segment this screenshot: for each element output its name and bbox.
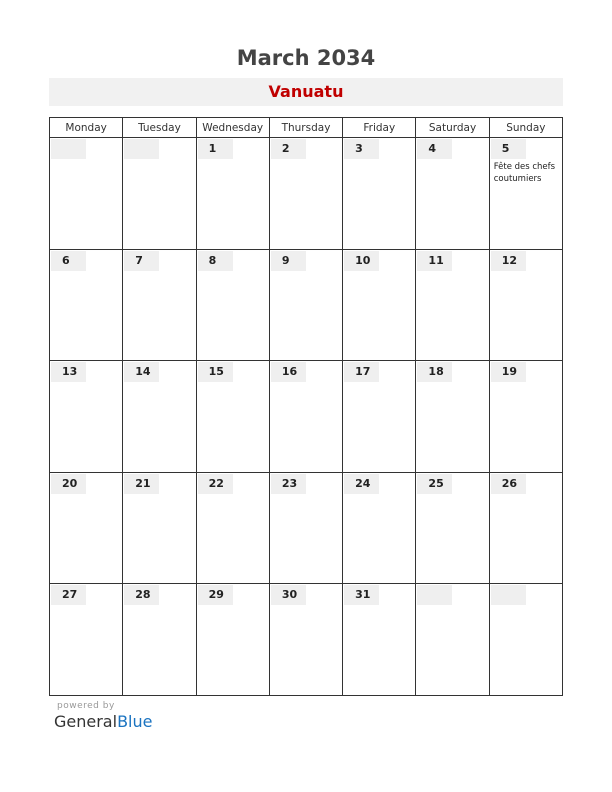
- day-number: 11: [417, 251, 452, 271]
- day-cell: [270, 250, 343, 362]
- day-cell: [416, 138, 489, 250]
- weekday-header: Monday: [50, 118, 123, 138]
- brand-blue: Blue: [117, 712, 153, 731]
- weekday-header: Wednesday: [197, 118, 270, 138]
- page-title: March 2034: [236, 46, 376, 70]
- day-number: 16: [271, 362, 306, 382]
- holiday-label: Fête des chefs coutumiers: [493, 162, 556, 184]
- brand-general: General: [54, 712, 118, 731]
- day-number: 23: [271, 474, 306, 494]
- day-cell: [343, 473, 416, 585]
- calendar-grid: [49, 117, 563, 696]
- day-cell: [123, 361, 196, 473]
- day-cell: [197, 138, 270, 250]
- day-number: 25: [417, 474, 452, 494]
- day-cell: [270, 584, 343, 696]
- day-number: 26: [491, 474, 526, 494]
- day-number: 2: [271, 139, 306, 159]
- day-number: 15: [198, 362, 233, 382]
- country-name: Vanuatu: [268, 82, 344, 101]
- weekday-header: Tuesday: [123, 118, 196, 138]
- powered-by-label: powered by: [57, 701, 115, 711]
- day-number: 21: [124, 474, 159, 494]
- day-cell: [50, 473, 123, 585]
- day-number: 12: [491, 251, 526, 271]
- empty-day-cell: [123, 138, 196, 250]
- day-number: [124, 139, 159, 159]
- day-cell: [343, 138, 416, 250]
- day-number: 4: [417, 139, 452, 159]
- day-number: [51, 139, 86, 159]
- day-cell: [416, 250, 489, 362]
- empty-day-cell: [416, 584, 489, 696]
- day-number: 19: [491, 362, 526, 382]
- country-banner: [49, 78, 563, 106]
- day-number: 3: [344, 139, 379, 159]
- day-cell: [490, 361, 563, 473]
- day-cell: [490, 138, 563, 250]
- day-number: [417, 585, 452, 605]
- day-cell: [197, 361, 270, 473]
- generalblue-logo[interactable]: [54, 712, 152, 731]
- day-number: 20: [51, 474, 86, 494]
- day-cell: [490, 473, 563, 585]
- day-number: 28: [124, 585, 159, 605]
- day-cell: [123, 250, 196, 362]
- weekday-header: Thursday: [270, 118, 343, 138]
- day-number: 10: [344, 251, 379, 271]
- day-cell: [343, 250, 416, 362]
- day-number: 14: [124, 362, 159, 382]
- day-cell: [343, 584, 416, 696]
- weekday-header: Saturday: [416, 118, 489, 138]
- day-number: 31: [344, 585, 379, 605]
- day-number: 27: [51, 585, 86, 605]
- day-cell: [123, 584, 196, 696]
- day-cell: [270, 473, 343, 585]
- day-number: 8: [198, 251, 233, 271]
- day-number: 7: [124, 251, 159, 271]
- day-cell: [270, 361, 343, 473]
- day-cell: [50, 250, 123, 362]
- day-number: 18: [417, 362, 452, 382]
- day-number: 24: [344, 474, 379, 494]
- day-cell: [490, 250, 563, 362]
- day-number: 17: [344, 362, 379, 382]
- day-number: 29: [198, 585, 233, 605]
- day-number: 30: [271, 585, 306, 605]
- weekday-header: Friday: [343, 118, 416, 138]
- day-number: 9: [271, 251, 306, 271]
- weekday-header: Sunday: [490, 118, 563, 138]
- day-cell: [343, 361, 416, 473]
- day-cell: [50, 584, 123, 696]
- day-cell: [416, 361, 489, 473]
- day-number: 5: [491, 139, 526, 159]
- day-number: 1: [198, 139, 233, 159]
- day-number: 13: [51, 362, 86, 382]
- day-cell: [270, 138, 343, 250]
- empty-day-cell: [50, 138, 123, 250]
- day-cell: [197, 250, 270, 362]
- day-cell: [123, 473, 196, 585]
- day-number: [491, 585, 526, 605]
- day-number: 22: [198, 474, 233, 494]
- day-cell: [50, 361, 123, 473]
- day-cell: [416, 473, 489, 585]
- day-cell: [197, 584, 270, 696]
- day-cell: [197, 473, 270, 585]
- empty-day-cell: [490, 584, 563, 696]
- day-number: 6: [51, 251, 86, 271]
